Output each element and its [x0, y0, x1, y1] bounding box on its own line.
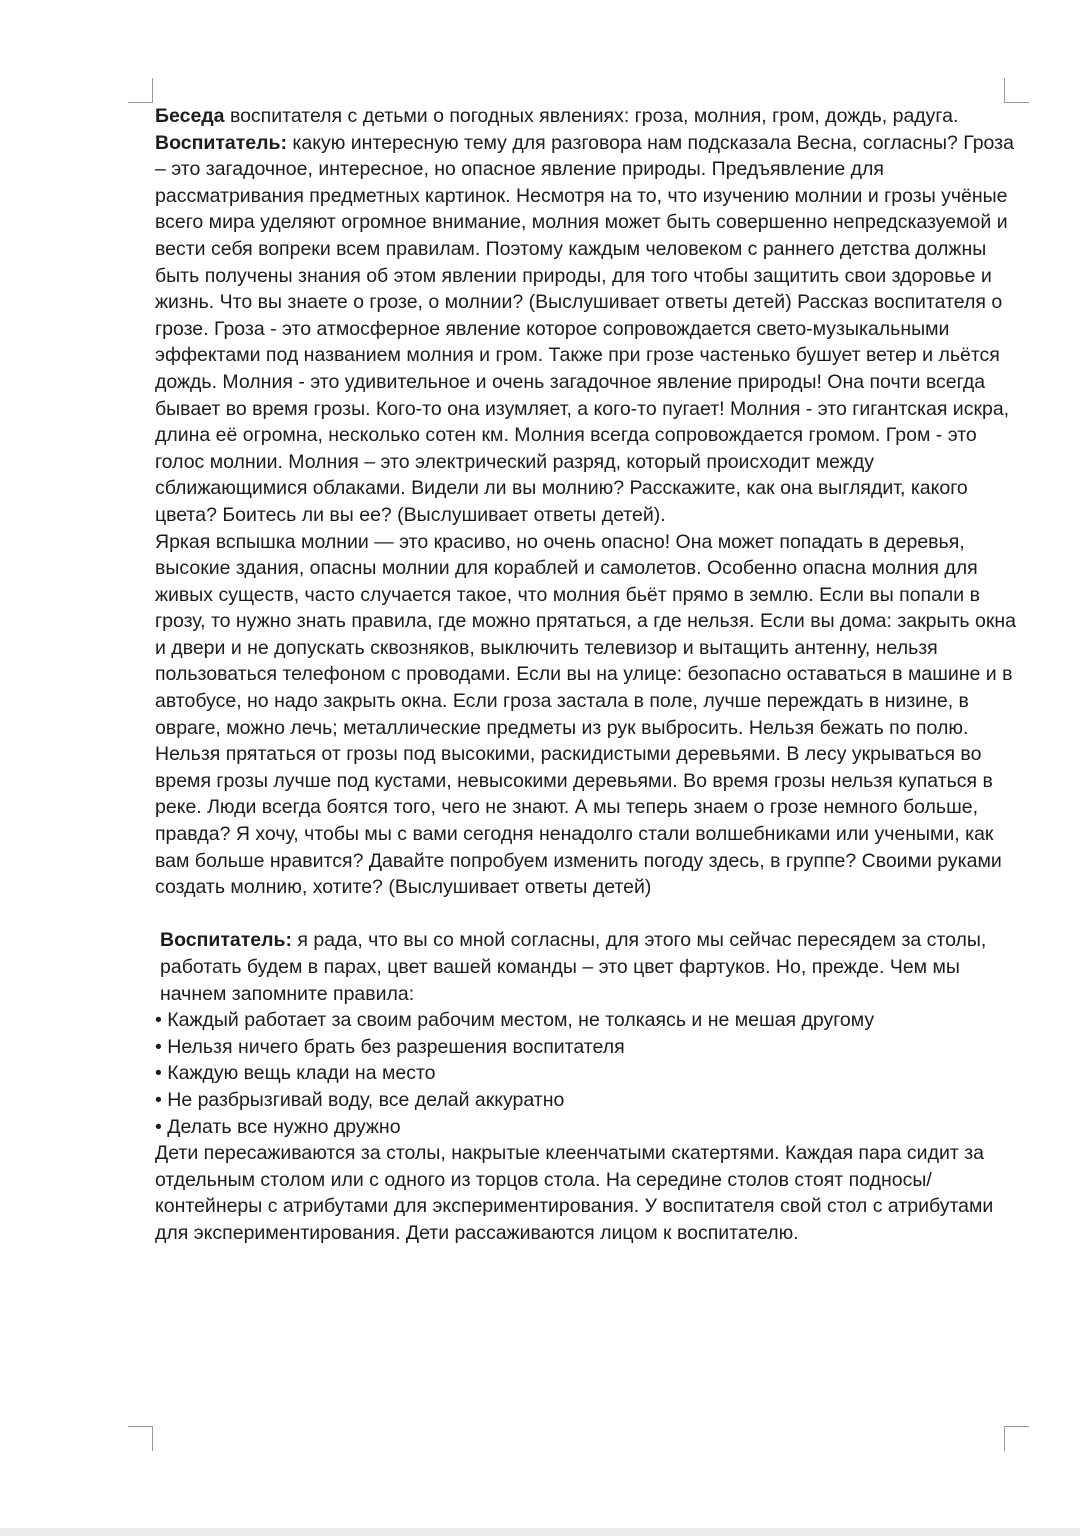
- paragraph-teacher-rules-intro: [155, 927, 1017, 1007]
- rule-item: • Каждую вещь клади на место: [155, 1062, 436, 1085]
- corner-crop-mark-bottom-left: [128, 1426, 153, 1451]
- corner-crop-mark-top-right: [1004, 78, 1029, 103]
- corner-crop-mark-bottom-right: [1004, 1426, 1029, 1451]
- rule-item: • Каждый работает за своим рабочим местом, не толкаясь и не мешая другому: [155, 1009, 875, 1032]
- rule-item: • Не разбрызгивай воду, все делай аккуратно: [155, 1088, 565, 1111]
- rules-intro-text: я рада, что вы со мной согласны, для этого мы сейчас пересядем за столы, работать будем в парах, цвет вашей команды – это цвет фартуков. Но, прежде. Чем мы начнем запомните правила:: [160, 929, 987, 1005]
- intro-body-text: какую интересную тему для разговора нам подсказала Весна, согласны? Гроза – это загадочное, интересное, но опасное явление природы. Предъявление для рассматривания предметных картинок. Несмотря на то, что изучению молнии и грозы учёные всего мира уделяют огромное внимание, молния может быть совершенно непредсказуемой и вести себя вопреки всем правилам. Поэтому каждым человеком с раннего детства должны быть получены знания об этом явлении природы, для того чтобы защитить свои здоровье и жизнь. Что вы знаете о грозе, о молнии? (Выслушивает ответы детей) Рассказ воспитателя о грозе. Гроза - это атмосферное явление которое сопровождается свето-музыкальными эффектами под названием молния и гром. Также при грозе частенько бушует ветер и льётся дождь. Молния - это удивительное и очень загадочное явление природы! Она почти всегда бывает во время грозы. Кого-то она изумляет, а кого-то пугает! Молния - это гигантская искра, длина её огромна, несколько сотен км. Молния всегда сопровождается громом. Гром - это голос молнии. Молния – это электрический разряд, который происходит между сближающимися облаками. Видели ли вы молнию? Расскажите, как она выглядит, какого цвета? Боитесь ли вы ее? (Выслушивает ответы детей).: [155, 131, 1014, 526]
- document-body: [155, 103, 1017, 1247]
- rules-list: [155, 1007, 1017, 1140]
- rule-item: • Нельзя ничего брать без разрешения воспитателя: [155, 1035, 625, 1058]
- paragraph-safety: Яркая вспышка молнии — это красиво, но очень опасно! Она может попадать в деревья, высокие здания, опасны молнии для кораблей и самолетов. Особенно опасна молния для живых существ, часто случается такое, что молния бьёт прямо в землю. Если вы попали в грозу, то нужно знать правила, где можно прятаться, а где нельзя. Если вы дома: закрыть окна и двери и не допускать сквозняков, выключить телевизор и вытащить антенну, нельзя пользоваться телефоном с проводами. Если вы на улице: безопасно оставаться в машине и в автобусе, но надо закрыть окна. Если гроза застала в поле, лучше переждать в низине, в овраге, можно лечь; металлические предметы из рук выбросить. Нельзя бежать по полю. Нельзя прятаться от грозы под высокими, раскидистыми деревьями. В лесу укрываться во время грозы лучше под кустами, невысокими деревьями. Во время грозы нельзя купаться в реке. Люди всегда боятся того, чего не знают. А мы теперь знаем о грозе немного больше, правда? Я хочу, чтобы мы с вами сегодня ненадолго стали волшебниками или учеными, как вам больше нравится? Давайте попробуем изменить погоду здесь, в группе? Своими руками создать молнию, хотите? (Выслушивает ответы детей): [155, 530, 1016, 899]
- rule-item: • Делать все нужно дружно: [155, 1115, 401, 1138]
- intro-bold-lead: Беседа: [155, 105, 225, 127]
- corner-crop-mark-top-left: [128, 78, 153, 103]
- paragraph-spacer: [155, 901, 1017, 928]
- speaker-label: Воспитатель:: [160, 929, 293, 952]
- intro-lead-text: воспитателя с детьми о погодных явлениях: гроза, молния, гром, дождь, радуга.: [224, 105, 959, 127]
- speaker-label: Воспитатель:: [155, 131, 288, 154]
- paragraph-seating: Дети пересаживаются за столы, накрытые клеенчатыми скатертями. Каждая пара сидит за отдельным столом или с одного из торцов стола. На середине столов стоят подносы/контейнеры с атрибутами для экспериментирования. У воспитателя свой стол с атрибутами для экспериментирования. Дети рассаживаются лицом к воспитателю.: [155, 1142, 994, 1244]
- paragraph-intro: [155, 103, 1017, 529]
